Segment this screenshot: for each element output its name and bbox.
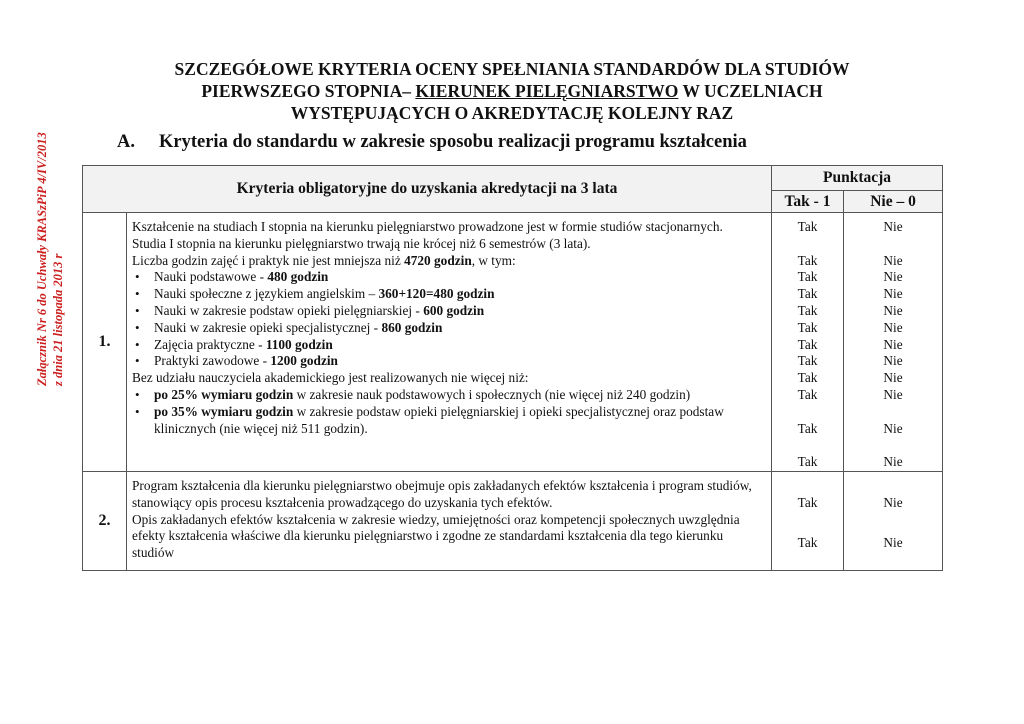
score-no: Nie (883, 353, 903, 369)
heading-line2-part2: W UCZELNIACH (678, 81, 823, 101)
score-yes: Tak (797, 353, 818, 369)
score-no: Nie (883, 494, 903, 510)
criterion-text: Liczba godzin zajęć i praktyk nie jest mniejsza niż 4720 godzin, w tym: (132, 252, 516, 268)
score-yes: Tak (797, 269, 818, 285)
score-no: Nie (883, 319, 903, 335)
list-item: • Zajęcia praktyczne - 1100 godzin (132, 337, 767, 354)
table-row (83, 471, 943, 570)
heading-line3: WYSTĘPUJĄCYCH O AKREDYTACJĘ KOLEJNY RAZ (290, 103, 734, 123)
score-yes: Tak (797, 286, 818, 302)
attachment-side-note (22, 88, 76, 388)
self-study-list (132, 387, 767, 437)
criteria-table (82, 165, 943, 571)
document-heading (82, 58, 942, 124)
score-yes: Tak (797, 219, 818, 234)
row-yes-column (772, 471, 844, 570)
score-no: Nie (883, 370, 903, 386)
table-row (83, 213, 943, 472)
score-yes: Tak (797, 336, 818, 352)
header-yes: Tak - 1 (772, 191, 844, 213)
hours-list (132, 269, 767, 370)
row-number: 1. (83, 213, 127, 472)
heading-line1: SZCZEGÓŁOWE KRYTERIA OCENY SPEŁNIANIA STANDARDÓW DLA STUDIÓW (174, 59, 850, 79)
score-yes: Tak (797, 370, 818, 386)
score-yes: Tak (797, 420, 818, 436)
score-yes: Tak (797, 319, 818, 335)
row-no-column (844, 471, 943, 570)
score-no: Nie (883, 386, 903, 402)
score-no: Nie (883, 420, 903, 436)
list-item: • Nauki podstawowe - 480 godzin (132, 269, 767, 286)
row-no-column (844, 213, 943, 472)
heading-underlined-field: KIERUNEK PIELĘGNIARSTWO (415, 81, 679, 101)
table-header-row (83, 166, 943, 191)
row-criteria (127, 471, 772, 570)
criterion-text: Kształcenie na studiach I stopnia na kierunku pielęgniarstwo prowadzone jest w formie studiów stacjonarnych. (132, 219, 723, 234)
score-no: Nie (883, 286, 903, 302)
score-yes: Tak (797, 252, 818, 268)
score-no: Nie (883, 535, 903, 551)
heading-line2 (82, 80, 942, 102)
heading-line2-part1: PIERWSZEGO STOPNIA– (201, 81, 416, 101)
list-item: • Praktyki zawodowe - 1200 godzin (132, 353, 767, 370)
list-item: • po 35% wymiaru godzin w zakresie podstaw opieki pielęgniarskiej i opieki specjalistycznej oraz podstaw klinicznych (nie więcej niż 511 godzin). (132, 404, 767, 438)
criterion-text: Program kształcenia dla kierunku pielęgniarstwo obejmuje opis zakładanych efektów kształcenia i program studiów, stanowiący opis procesu kształcenia prowadzącego do uzyskania tych efektów. (132, 477, 752, 510)
list-item: • Nauki w zakresie opieki specjalistycznej - 860 godzin (132, 320, 767, 337)
row-criteria (127, 213, 772, 472)
header-no: Nie – 0 (844, 191, 943, 213)
score-no: Nie (883, 454, 903, 470)
header-score: Punktacja (772, 166, 943, 191)
criterion-text: Bez udziału nauczyciela akademickiego jest realizowanych nie więcej niż: (132, 370, 529, 386)
side-note-line2: z dnia 21 listopada 2013 r (51, 253, 65, 386)
row-yes-column (772, 213, 844, 472)
list-item: • Nauki społeczne z językiem angielskim – 360+120=480 godzin (132, 286, 767, 303)
score-yes: Tak (797, 454, 818, 470)
score-no: Nie (883, 302, 903, 318)
section-title (117, 132, 747, 153)
side-note-line1: Załącznik Nr 6 do Uchwały KRASzPiP 4/IV/2013 (35, 132, 49, 386)
score-no: Nie (883, 252, 903, 268)
list-item: • Nauki w zakresie podstaw opieki pielęgniarskiej - 600 godzin (132, 303, 767, 320)
section-letter: A. (117, 132, 135, 152)
criterion-text: Studia I stopnia na kierunku pielęgniarstwo trwają nie krócej niż 6 semestrów (3 lata). (132, 235, 591, 251)
score-yes: Tak (797, 494, 818, 510)
section-title-text: Kryteria do standardu w zakresie sposobu realizacji programu kształcenia (159, 132, 747, 152)
criterion-text: Opis zakładanych efektów kształcenia w zakresie wiedzy, umiejętności oraz kompetencji społecznych uwzględnia efekty kształcenia właściwe dla kierunku pielęgniarstwo i zgodne ze standardami kształcenia dla tego kierunku studiów (132, 511, 740, 561)
score-yes: Tak (797, 302, 818, 318)
score-no: Nie (883, 336, 903, 352)
list-item: • po 25% wymiaru godzin w zakresie nauk podstawowych i społecznych (nie więcej niż 240 godzin) (132, 387, 767, 404)
header-criteria: Kryteria obligatoryjne do uzyskania akredytacji na 3 lata (83, 166, 772, 213)
score-yes: Tak (797, 386, 818, 402)
score-no: Nie (883, 219, 903, 234)
score-yes: Tak (797, 535, 818, 551)
score-no: Nie (883, 269, 903, 285)
row-number: 2. (83, 471, 127, 570)
